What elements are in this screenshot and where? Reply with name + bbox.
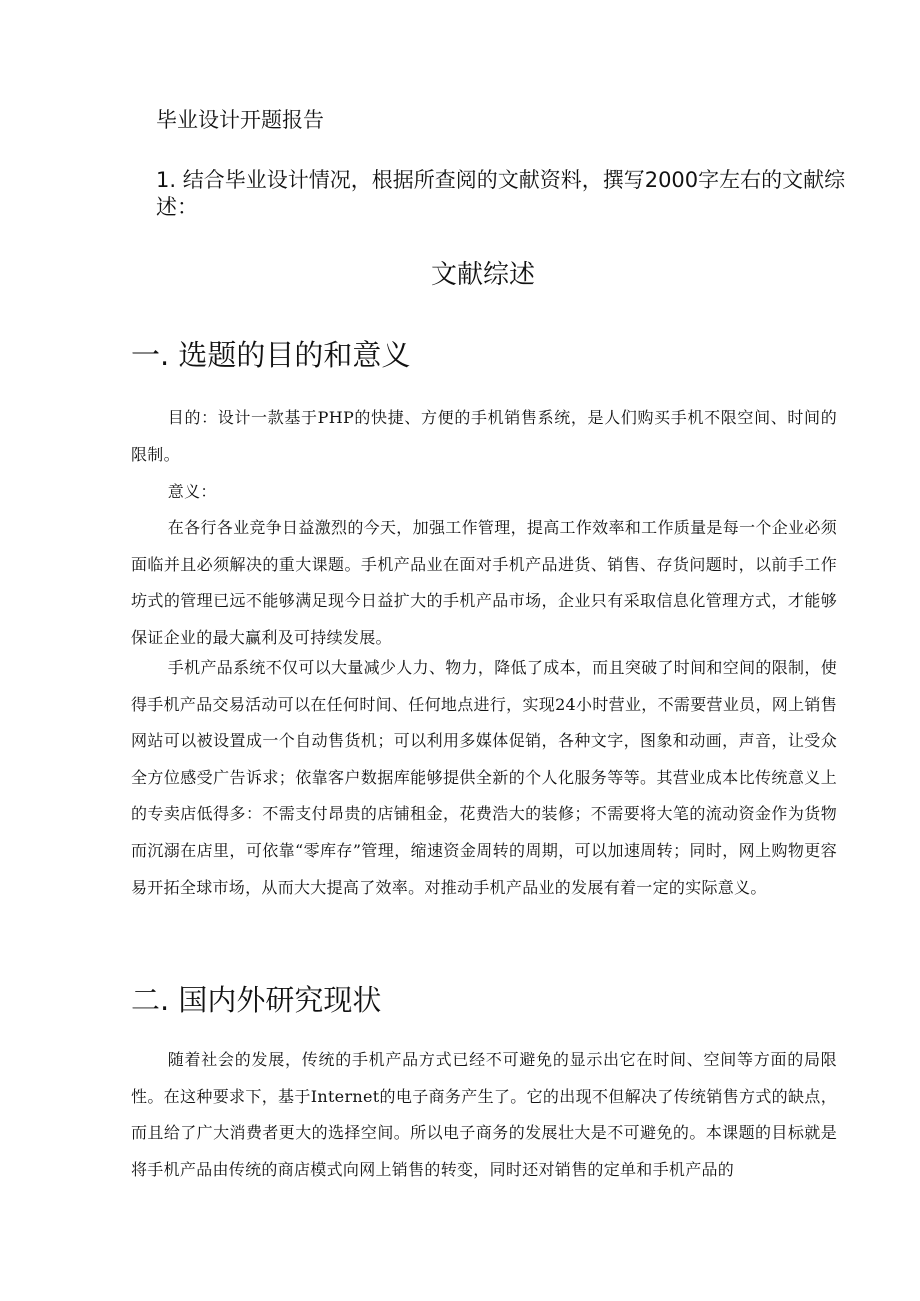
research-status-paragraph: 随着社会的发展，传统的手机产品方式已经不可避免的显示出它在时间、空间等方面的局限性。在这种要求下，基于Internet的电子商务产生了。它的出现不但解决了传统销售方式的缺点，而且给了广大消费者更大的选择空间。所以电子商务的发展壮大是不可避免的。本课题的目标就是将手机产品由传统的商店模式向网上销售的转变，同时还对销售的定单和手机产品的 (131, 1050, 837, 1179)
instruction-text: 1. 结合毕业设计情况，根据所查阅的文献资料，撰写2000字左右的文献综述： (156, 168, 846, 219)
meaning-paragraph-2: 手机产品系统不仅可以大量减少人力、物力，降低了成本，而且突破了时间和空间的限制，使得手机产品交易活动可以在任何时间、任何地点进行，实现24小时营业，不需要营业员，网上销售网站可以被设置成一个自动售货机；可以利用多媒体促销，各种文字，图象和动画，声音，让受众全方位感受广告诉求；依靠客户数据库能够提供全新的个人化服务等等。其营业成本比传统意义上的专卖店低得多：不需支付昂贵的店铺租金，花费浩大的装修；不需要将大笔的流动资金作为货物而沉溺在店里，可依靠“零库存”管理，缩速资金周转的周期，可以加速周转；同时，网上购物更容易开拓全球市场，从而大大提高了效率。对推动手机产品业的发展有着一定的实际意义。 (131, 658, 837, 897)
meaning-paragraph-1: 在各行各业竞争日益激烈的今天，加强工作管理，提高工作效率和工作质量是每一个企业必须面临并且必须解决的重大课题。手机产品业在面对手机产品进货、销售、存货问题时，以前手工作坊式的管理已远不能够满足现今日益扩大的手机产品市场，企业只有采取信息化管理方式，才能够保证企业的最大赢利及可持续发展。 (131, 518, 837, 647)
purpose-paragraph: 目的：设计一款基于PHP的快捷、方便的手机销售系统，是人们购买手机不限空间、时间的限制。 (131, 408, 837, 464)
section-2-heading: 二. 国内外研究现状 (131, 983, 382, 1017)
meaning-label: 意义： (167, 482, 217, 501)
report-title: 毕业设计开题报告 (156, 108, 324, 132)
section-1-heading: 一. 选题的目的和意义 (131, 338, 411, 372)
review-title: 文献综述 (430, 260, 535, 290)
